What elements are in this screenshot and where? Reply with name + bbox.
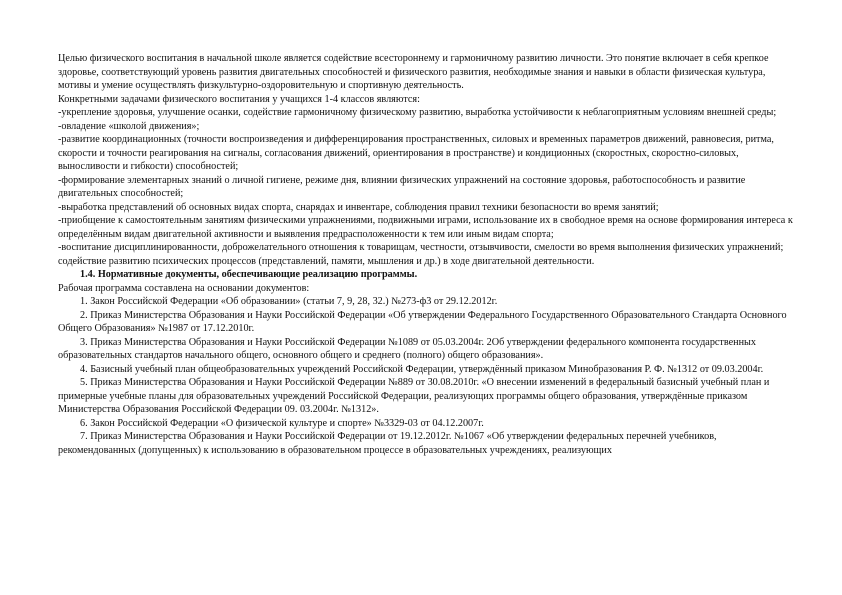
documents-intro: Рабочая программа составлена на основании документов: <box>58 282 310 294</box>
paragraph-goal: Целью физического воспитания в начальной школе является содействие всестороннему и гармоничному развитию личности. Это понятие включает в себя крепкое здоровье, соответствующий уровень развития двигательных способностей и физического развития, необходимые знания и навыки в области физическая культура, мотивы и умение осуществлять физкультурно-оздоровительную и спортивную деятельность. <box>58 53 769 91</box>
document-list-item: 1. Закон Российской Федерации «Об образовании» (статьи 7, 9, 28, 32.) №273-ф3 от 29.12.2012г. <box>80 296 498 307</box>
paragraph-tasks-intro: Конкретными задачами физического воспитания у учащихся 1-4 классов являются: <box>58 93 420 105</box>
document-list-item: 6. Закон Российской Федерации «О физической культуре и спорте» №3329-03 от 04.12.2007г. <box>80 417 484 429</box>
task-item: -развитие координационных (точности воспроизведения и дифференцирования пространственных, силовых и временных параметров движений, равновесия, ритма, скорости и точности реагирования на сигналы, согласования движений, ориентирования в пространстве) и кондиционных (скоростных, скоростно-силовых, выносливости и гибкости) способностей; <box>58 134 774 172</box>
task-item: -воспитание дисциплинированности, доброжелательного отношения к товарищам, честности, отзывчивости, смелости во время выполнения физических упражнений; содействие развитию психических процессов (представлений, памяти, мышления и др.) в ходе двигательной деятельности. <box>58 242 784 267</box>
document-list-item: 3. Приказ Министерства Образования и Науки Российской Федерации №1089 от 05.03.2004г. 2Об утверждении федерального компонента государственных образовательных стандартов начального общего, основного общего и среднего (полного) общего образования». <box>58 336 756 361</box>
document-list-item: 5. Приказ Министерства Образования и Науки Российской Федерации №889 от 30.08.2010г. «О внесении изменений в федеральный базисный учебный план и примерные учебные планы для образовательных учреждений Российской Федерации, реализующих программы общего образования, утверждённые приказом Министерства Образования Российской Федерации 09. 03.2004г. №1312». <box>58 377 770 415</box>
task-item: -приобщение к самостоятельным занятиям физическими упражнениями, подвижными играми, использование их в свободное время на основе формирования интереса к определённым видам двигательной активности и выявления предрасположенности к тем или иным видам спорта; <box>58 215 793 240</box>
document-list-item: 4. Базисный учебный план общеобразовательных учреждений Российской Федерации, утверждённый приказом Минобразования Р. Ф. №1312 от 09.03.2004г. <box>80 363 764 375</box>
document-list-item: 2. Приказ Министерства Образования и Науки Российской Федерации «Об утверждении Федерального Государственного Образовательного Стандарта Основного Общего Образования» №1987 от 17.12.2010г. <box>58 309 787 334</box>
task-item: -овладение «школой движения»; <box>58 120 200 132</box>
section-heading: 1.4. Нормативные документы, обеспечивающие реализацию программы. <box>80 269 418 280</box>
document-page <box>58 52 794 457</box>
document-list-item: 7. Приказ Министерства Образования и Науки Российской Федерации от 19.12.2012г. №1067 «Об утверждении федеральных перечней учебников, рекомендованных (допущенных) к использованию в образовательном процессе в образовательных учреждениях, реализующих <box>58 431 717 456</box>
task-item: -укрепление здоровья, улучшение осанки, содействие гармоничному физическому развитию, выработка устойчивости к неблагоприятным условиям внешней среды; <box>58 107 777 118</box>
task-item: -выработка представлений об основных видах спорта, снарядах и инвентаре, соблюдения правил техники безопасности во время занятий; <box>58 201 659 213</box>
task-item: -формирование элементарных знаний о личной гигиене, режиме дня, влиянии физических упражнений на состояние здоровья, работоспособность и развитие двигательных способностей; <box>58 174 746 199</box>
